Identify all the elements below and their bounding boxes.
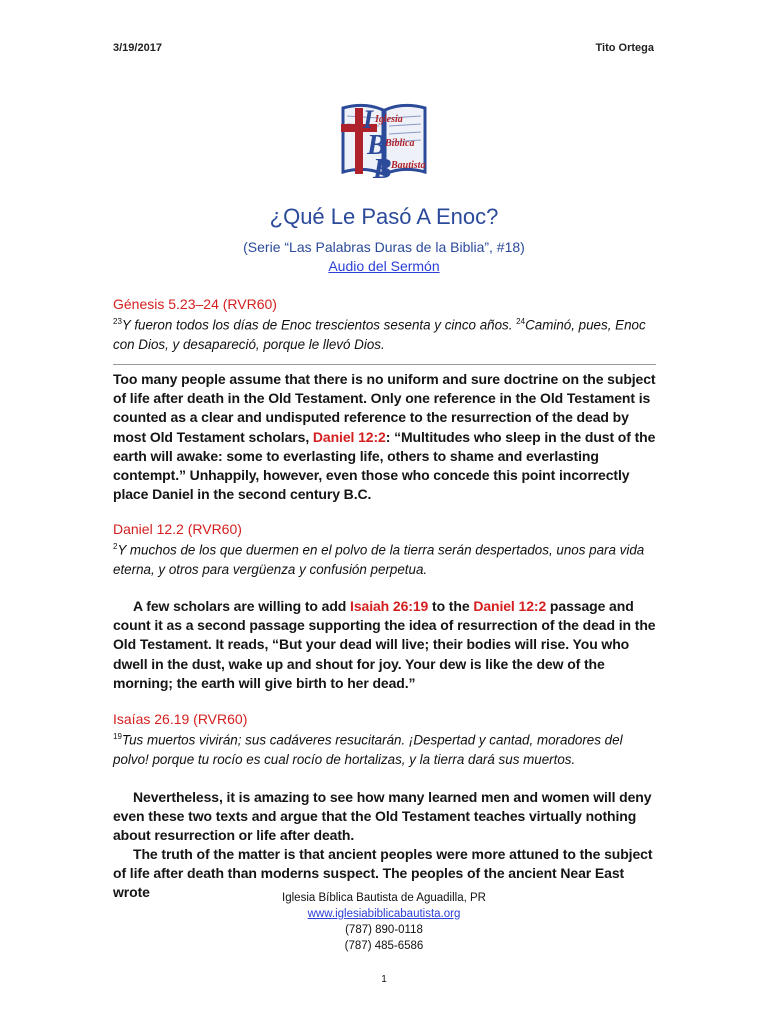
passage-text: [113, 312, 658, 355]
passage-daniel: [113, 521, 658, 580]
body-paragraph: [113, 597, 658, 693]
svg-text:B: B: [367, 130, 386, 161]
footer-website-link[interactable]: www.iglesiabiblicabautista.org: [307, 908, 461, 920]
passage-reference[interactable]: Isaías 26.19 (RVR60): [113, 711, 248, 727]
verse-text: Caminó, pues, Enoc con Dios, y desapareció, porque le llevó Dios.: [113, 317, 646, 353]
footer-church-name: Iglesia Bíblica Bautista de Aguadilla, PR: [282, 892, 486, 904]
footer-phone: (787) 890-0118: [345, 924, 423, 936]
passage-text: [113, 727, 658, 770]
logo-word-1: Iglesia: [375, 114, 403, 125]
passage-text: [113, 537, 658, 580]
verse-text: Y muchos de los que duermen en el polvo de la tierra serán despertados, unos para vida eterna, y otros para vergüenza y confusión perpetua.: [113, 542, 645, 578]
logo-word-2: Bíblica: [385, 138, 415, 149]
verse-number: 19: [113, 732, 122, 741]
logo-word-3: Bautista: [391, 160, 426, 171]
verse-number: 2: [113, 542, 118, 551]
passage-reference[interactable]: Génesis 5.23–24 (RVR60): [113, 296, 277, 312]
cross-vertical: [355, 108, 363, 174]
verse-text: Y fueron todos los días de Enoc trescientos sesenta y cinco años.: [121, 317, 517, 333]
series-subtitle: (Serie “Las Palabras Duras de la Biblia”, #18): [243, 239, 525, 255]
body-paragraph: [113, 370, 658, 504]
scripture-link[interactable]: Daniel 12:2: [473, 598, 547, 614]
church-logo-graphic: [333, 94, 435, 186]
divider: [113, 364, 656, 365]
audio-sermon-link[interactable]: [0, 258, 768, 274]
page-footer: [0, 890, 768, 954]
verse-number: 24: [516, 317, 526, 326]
svg-text:I: I: [363, 105, 374, 134]
passage-isaiah: [113, 711, 658, 770]
page-title: ¿Qué Le Pasó A Enoc?: [269, 204, 499, 229]
passage-reference[interactable]: Daniel 12.2 (RVR60): [113, 521, 242, 537]
verse-text: Tus muertos vivirán; sus cadáveres resucitarán. ¡Despertad y cantad, moradores del polvo! porque tu rocío es cual rocío de hortalizas, y la tierra dará sus muertos.: [113, 732, 623, 768]
page-number: 1: [381, 974, 387, 985]
paragraph-text: to the: [428, 598, 474, 614]
passage-genesis: [113, 296, 658, 355]
body-paragraph: Nevertheless, it is amazing to see how many learned men and women will deny even these two texts and argue that the Old Testament teaches virtually nothing about resurrection or life after death.: [113, 789, 652, 844]
verse-number: 23: [113, 317, 122, 326]
church-logo: [333, 94, 435, 186]
audio-sermon-link-text[interactable]: Audio del Sermón: [328, 258, 440, 274]
paragraph-text: A few scholars are willing to add: [133, 598, 351, 614]
paragraph-text: passage and count it as a second passage supporting the idea of resurrection of the dead in the Old Testament. It reads, “But your dead will live; their bodies will rise. You who dwell in the dust, wake up and shout for joy. Your dew is like the dew of the morning; the earth will give birth to her dead.”: [113, 598, 656, 691]
header-date: 3/19/2017: [113, 42, 162, 54]
paragraph-text: : “Multitudes who sleep in the dust of the earth will awake: some to everlasting life, others to shame and everlasting contempt.” Unhappily, however, even those who concede this point incorrectly place Daniel in the second century B.C.: [113, 428, 656, 503]
paragraph-text: Too many people assume that there is no uniform and sure doctrine on the subject of life after death in the Old Testament. Only one reference in the Old Testament is counted as a clear and undisputed reference to the resurrection of the dead by most Old Testament scholars,: [113, 371, 656, 445]
scripture-link[interactable]: Isaiah 26:19: [350, 598, 429, 614]
header-author: Tito Ortega: [595, 42, 654, 54]
scripture-link[interactable]: Daniel 12:2: [312, 428, 386, 445]
footer-phone: (787) 485-6586: [344, 940, 424, 952]
body-paragraph: The truth of the matter is that ancient peoples were more attuned to the subject of life after death than moderns suspect. The peoples of the ancient Near East wrote: [113, 846, 653, 901]
svg-text:B: B: [373, 154, 392, 185]
